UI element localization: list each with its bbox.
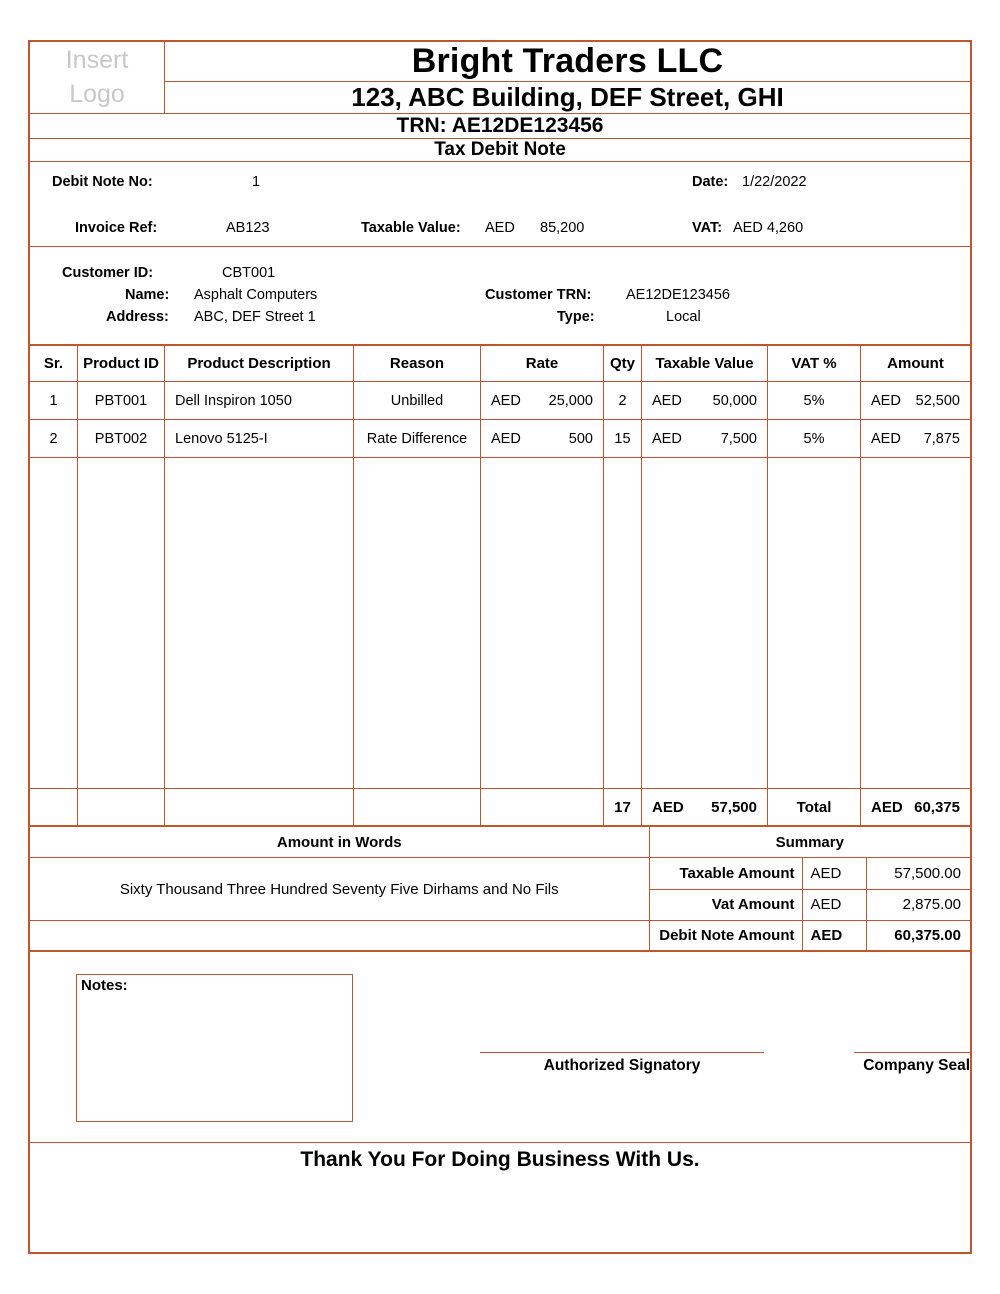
- thank-you-message: Thank You For Doing Business With Us.: [30, 1143, 970, 1178]
- cell-rate: [481, 382, 604, 420]
- cell-amount-currency: AED: [871, 392, 901, 409]
- totals-label: Total: [768, 789, 861, 826]
- summary-label-taxable: Taxable Amount: [649, 858, 802, 890]
- signature-line: [480, 1052, 764, 1053]
- company-trn: TRN: AE12DE123456: [30, 114, 970, 139]
- customer-address-value: ABC, DEF Street 1: [194, 309, 316, 325]
- totals-amount-currency: AED: [871, 798, 903, 816]
- totals-row: [30, 789, 970, 826]
- vat-label: VAT:: [692, 220, 723, 236]
- cell-description: Dell Inspiron 1050: [165, 382, 354, 420]
- customer-trn-label: Customer TRN:: [485, 287, 592, 303]
- line-items-table: [30, 345, 970, 826]
- invoice-ref-value: AB123: [226, 220, 270, 236]
- cell-taxable-amount: 7,500: [720, 430, 757, 447]
- col-header-taxable-value: Taxable Value: [642, 346, 768, 382]
- cell-rate-currency: AED: [491, 392, 521, 409]
- customer-block: [30, 247, 970, 345]
- cell-rate: [481, 420, 604, 458]
- cell-taxable-currency: AED: [652, 430, 682, 447]
- cell-rate-value: 500: [568, 430, 593, 447]
- logo-line-2: Logo: [69, 79, 125, 108]
- summary-heading: Summary: [649, 827, 970, 858]
- table-row[interactable]: [30, 382, 970, 420]
- totals-qty: 17: [604, 789, 642, 826]
- taxable-value-amount: 85,200: [540, 220, 585, 236]
- filler-amount: [861, 458, 971, 789]
- cell-product-id: PBT001: [78, 382, 165, 420]
- words-and-summary: [30, 826, 970, 951]
- totals-blank-sr: [30, 789, 78, 826]
- table-row[interactable]: [30, 420, 970, 458]
- table-header-row: [30, 346, 970, 382]
- logo-line-1: Insert: [65, 45, 129, 74]
- summary-value-taxable: 57,500.00: [866, 858, 970, 890]
- cell-taxable-value: [642, 420, 768, 458]
- amount-in-words-empty: [30, 921, 649, 951]
- date-label: Date:: [692, 174, 729, 190]
- filler-vat: [768, 458, 861, 789]
- filler-taxable-value: [642, 458, 768, 789]
- taxable-value-label: Taxable Value:: [361, 220, 461, 236]
- company-seal-label: Company Seal: [863, 1057, 970, 1074]
- totals-amount-value: 60,375: [914, 798, 960, 816]
- customer-name-value: Asphalt Computers: [194, 287, 318, 303]
- vat-value: AED 4,260: [733, 220, 804, 236]
- col-header-qty: Qty: [604, 346, 642, 382]
- cell-product-id: PBT002: [78, 420, 165, 458]
- customer-type-label: Type:: [557, 309, 595, 325]
- totals-amount: [861, 789, 971, 826]
- date-value: 1/22/2022: [742, 174, 807, 190]
- document-meta: [30, 162, 970, 247]
- summary-currency-taxable: AED: [802, 858, 866, 890]
- filler-reason: [354, 458, 481, 789]
- cell-amount-value: 7,875: [923, 430, 960, 447]
- cell-taxable-value: [642, 382, 768, 420]
- col-header-sr: Sr.: [30, 346, 78, 382]
- amount-in-words-text: Sixty Thousand Three Hundred Seventy Five Dirhams and No Fils: [30, 858, 649, 921]
- customer-address-label: Address:: [106, 309, 169, 325]
- cell-reason: Unbilled: [354, 382, 481, 420]
- notes-signature-area: [30, 952, 970, 1143]
- cell-amount-value: 52,500: [915, 392, 960, 409]
- filler-product-id: [78, 458, 165, 789]
- totals-taxable-value: [642, 789, 768, 826]
- cell-amount: [861, 420, 971, 458]
- table-empty-area: [30, 458, 970, 789]
- col-header-amount: Amount: [861, 346, 971, 382]
- cell-amount-currency: AED: [871, 430, 901, 447]
- totals-blank-product-id: [78, 789, 165, 826]
- cell-taxable-currency: AED: [652, 392, 682, 409]
- cell-rate-value: 25,000: [548, 392, 593, 409]
- summary-value-debit-note: 60,375.00: [866, 921, 970, 951]
- notes-box[interactable]: [76, 974, 353, 1122]
- invoice-document: [28, 40, 972, 1254]
- cell-sr: 1: [30, 382, 78, 420]
- summary-label-vat: Vat Amount: [649, 889, 802, 921]
- company-name: Bright Traders LLC: [165, 42, 971, 82]
- cell-taxable-amount: 50,000: [712, 392, 757, 409]
- filler-qty: [604, 458, 642, 789]
- filler-sr: [30, 458, 78, 789]
- document-title: Tax Debit Note: [30, 139, 970, 162]
- cell-amount: [861, 382, 971, 420]
- amount-in-words-heading: Amount in Words: [30, 827, 649, 858]
- cell-qty: 2: [604, 382, 642, 420]
- cell-description: Lenovo 5125-I: [165, 420, 354, 458]
- company-address: 123, ABC Building, DEF Street, GHI: [165, 82, 971, 114]
- summary-currency-vat: AED: [802, 889, 866, 921]
- taxable-value-currency: AED: [485, 220, 515, 236]
- customer-id-label: Customer ID:: [62, 265, 154, 281]
- col-header-product-id: Product ID: [78, 346, 165, 382]
- totals-blank-description: [165, 789, 354, 826]
- customer-id-value: CBT001: [222, 265, 276, 281]
- document-footer: [30, 951, 970, 1177]
- debit-note-no-label: Debit Note No:: [52, 174, 153, 190]
- notes-label: Notes:: [81, 977, 128, 994]
- cell-sr: 2: [30, 420, 78, 458]
- cell-vat-percent: 5%: [768, 382, 861, 420]
- debit-note-no-value: 1: [252, 174, 261, 190]
- document-header: [30, 42, 970, 345]
- col-header-reason: Reason: [354, 346, 481, 382]
- totals-taxable-amount: 57,500: [711, 798, 757, 816]
- customer-type-value: Local: [666, 309, 701, 325]
- cell-vat-percent: 5%: [768, 420, 861, 458]
- customer-trn-value: AE12DE123456: [626, 287, 730, 303]
- logo-placeholder[interactable]: [30, 42, 165, 114]
- filler-description: [165, 458, 354, 789]
- customer-name-label: Name:: [125, 287, 170, 303]
- authorized-signatory-label: Authorized Signatory: [543, 1057, 701, 1074]
- company-seal-line: [854, 1052, 972, 1053]
- cell-qty: 15: [604, 420, 642, 458]
- cell-rate-currency: AED: [491, 430, 521, 447]
- col-header-description: Product Description: [165, 346, 354, 382]
- summary-currency-debit-note: AED: [802, 921, 866, 951]
- cell-reason: Rate Difference: [354, 420, 481, 458]
- invoice-ref-label: Invoice Ref:: [75, 220, 158, 236]
- col-header-rate: Rate: [481, 346, 604, 382]
- filler-rate: [481, 458, 604, 789]
- totals-blank-rate: [481, 789, 604, 826]
- summary-value-vat: 2,875.00: [866, 889, 970, 921]
- totals-taxable-currency: AED: [652, 798, 684, 816]
- summary-label-debit-note: Debit Note Amount: [649, 921, 802, 951]
- totals-blank-reason: [354, 789, 481, 826]
- col-header-vat-percent: VAT %: [768, 346, 861, 382]
